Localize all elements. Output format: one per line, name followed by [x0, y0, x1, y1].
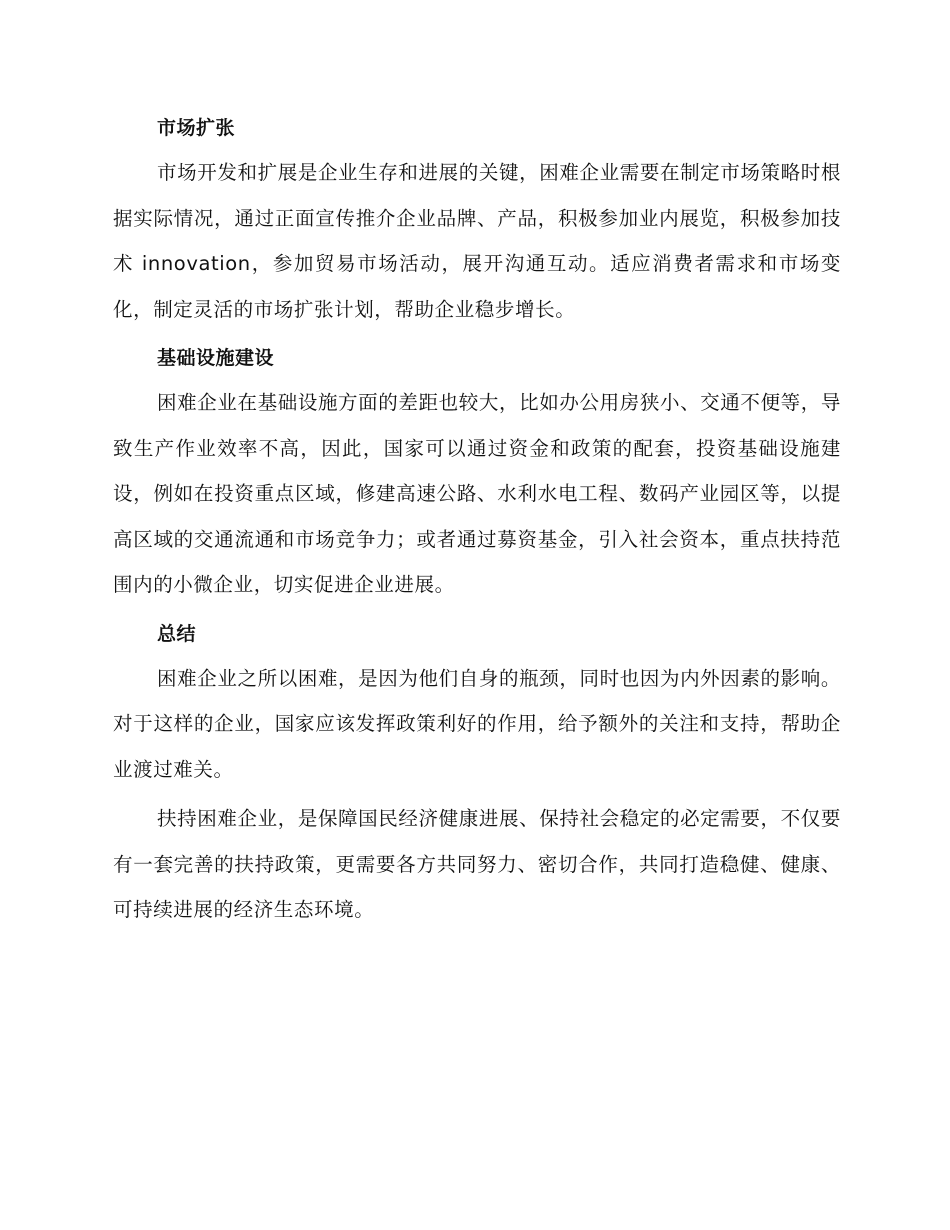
section-paragraph: 困难企业在基础设施方面的差距也较大，比如办公用房狭小、交通不便等，导致生产作业效率不高，因此，国家可以通过资金和政策的配套，投资基础设施建设，例如在投资重点区域，修建高速公路、水利水电工程、数码产业园区等，以提高区域的交通流通和市场竞争力；或者通过募资基金，引入社会资本，重点扶持范围内的小微企业，切实促进企业进展。 — [113, 391, 841, 596]
section-infrastructure — [113, 338, 841, 608]
section-heading: 总结 — [157, 622, 197, 645]
document-page — [113, 108, 841, 939]
section-summary — [113, 614, 841, 933]
section-paragraph: 市场开发和扩展是企业生存和进展的关键，困难企业需要在制定市场策略时根据实际情况，通过正面宣传推介企业品牌、产品，积极参加业内展览，积极参加技术 innovation，参加贸易市场活动，展开沟通互动。适应消费者需求和市场变化，制定灵活的市场扩张计划，帮助企业稳步增长。 — [113, 161, 841, 321]
section-heading: 基础设施建设 — [157, 347, 275, 369]
section-paragraph: 扶持困难企业，是保障国民经济健康进展、保持社会稳定的必定需要，不仅要有一套完善的扶持政策，更需要各方共同努力、密切合作，共同打造稳健、健康、可持续进展的经济生态环境。 — [113, 807, 841, 921]
section-heading: 市场扩张 — [157, 117, 236, 139]
section-paragraph: 困难企业之所以困难，是因为他们自身的瓶颈，同时也因为内外因素的影响。对于这样的企业，国家应该发挥政策利好的作用，给予额外的关注和支持，帮助企业渡过难关。 — [113, 666, 841, 781]
section-market-expansion — [113, 108, 841, 332]
